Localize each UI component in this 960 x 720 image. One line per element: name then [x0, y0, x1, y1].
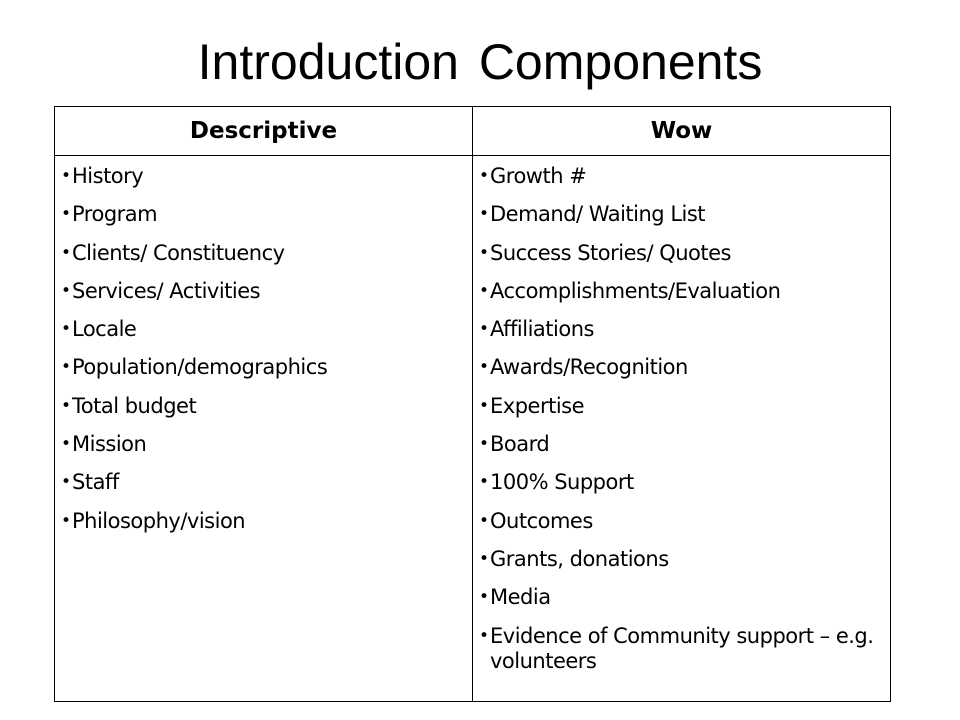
list-item-text: Media [490, 585, 551, 610]
table-body-row [55, 156, 891, 702]
list-item [479, 279, 884, 304]
list-item-text: Success Stories/ Quotes [490, 240, 731, 265]
list-item [61, 394, 466, 419]
list-item-text: Growth # [490, 164, 587, 188]
list-item-text: Board [490, 432, 550, 457]
bullet-icon: • [479, 357, 489, 378]
bullet-icon: • [479, 587, 489, 608]
list-item-text: Locale [72, 317, 137, 342]
bullet-icon: • [479, 319, 489, 340]
descriptive-list [61, 164, 466, 534]
bullet-icon: • [479, 472, 489, 493]
list-item [479, 164, 884, 189]
slide-title: Introduction Components [197, 34, 763, 90]
bullet-icon: • [479, 548, 489, 569]
wow-cell [473, 156, 891, 702]
list-item-text: Total budget [72, 393, 197, 418]
list-item [61, 509, 466, 534]
bullet-icon: • [61, 510, 71, 531]
list-item [479, 509, 884, 534]
list-item-text: Program [72, 202, 158, 227]
list-item [61, 317, 466, 342]
components-table [54, 106, 891, 702]
list-item-text: Services/ Activities [72, 278, 261, 303]
bullet-icon: • [479, 625, 489, 646]
list-item-text: Staff [72, 470, 119, 495]
list-item [61, 241, 466, 266]
list-item-text: Mission [72, 432, 147, 457]
list-item-text: Population/demographics [72, 355, 328, 380]
list-item [61, 279, 466, 304]
list-item [479, 547, 884, 572]
list-item-text: Affiliations [490, 317, 594, 342]
list-item [61, 164, 466, 189]
list-item [479, 355, 884, 380]
bullet-icon: • [479, 242, 489, 263]
list-item [61, 470, 466, 495]
list-item-text: Awards/Recognition [490, 355, 688, 380]
list-item [61, 355, 466, 380]
bullet-icon: • [61, 319, 71, 340]
bullet-icon: • [479, 510, 489, 531]
bullet-icon: • [61, 395, 71, 416]
list-item [479, 241, 884, 266]
list-item [479, 585, 884, 610]
bullet-icon: • [61, 280, 71, 301]
descriptive-cell [55, 156, 473, 702]
list-item-text: History [72, 164, 144, 188]
bullet-icon: • [61, 434, 71, 455]
list-item-text: Philosophy/vision [72, 508, 246, 533]
bullet-icon: • [479, 434, 489, 455]
bullet-icon: • [479, 166, 489, 186]
column-header-wow: Wow [473, 107, 891, 156]
bullet-icon: • [61, 357, 71, 378]
wow-list [479, 164, 884, 674]
column-header-descriptive: Descriptive [55, 107, 473, 156]
list-item [479, 470, 884, 495]
list-item [479, 202, 884, 227]
list-item-text: Grants, donations [490, 546, 669, 571]
bullet-icon: • [61, 204, 71, 225]
list-item-text: Outcomes [490, 508, 593, 533]
list-item [479, 624, 884, 674]
bullet-icon: • [479, 395, 489, 416]
list-item-text: Accomplishments/Evaluation [490, 278, 781, 303]
bullet-icon: • [61, 242, 71, 263]
bullet-icon: • [479, 204, 489, 225]
list-item [479, 394, 884, 419]
list-item-text: Evidence of Community support – e.g. volunteers [490, 623, 874, 673]
list-item-text: 100% Support [490, 470, 634, 495]
bullet-icon: • [61, 166, 71, 186]
bullet-icon: • [479, 280, 489, 301]
list-item [479, 317, 884, 342]
bullet-icon: • [61, 472, 71, 493]
list-item-text: Expertise [490, 393, 585, 418]
list-item [61, 432, 466, 457]
list-item-text: Clients/ Constituency [72, 240, 285, 265]
list-item [479, 432, 884, 457]
list-item-text: Demand/ Waiting List [490, 202, 706, 227]
table-header-row [55, 107, 891, 156]
list-item [61, 202, 466, 227]
